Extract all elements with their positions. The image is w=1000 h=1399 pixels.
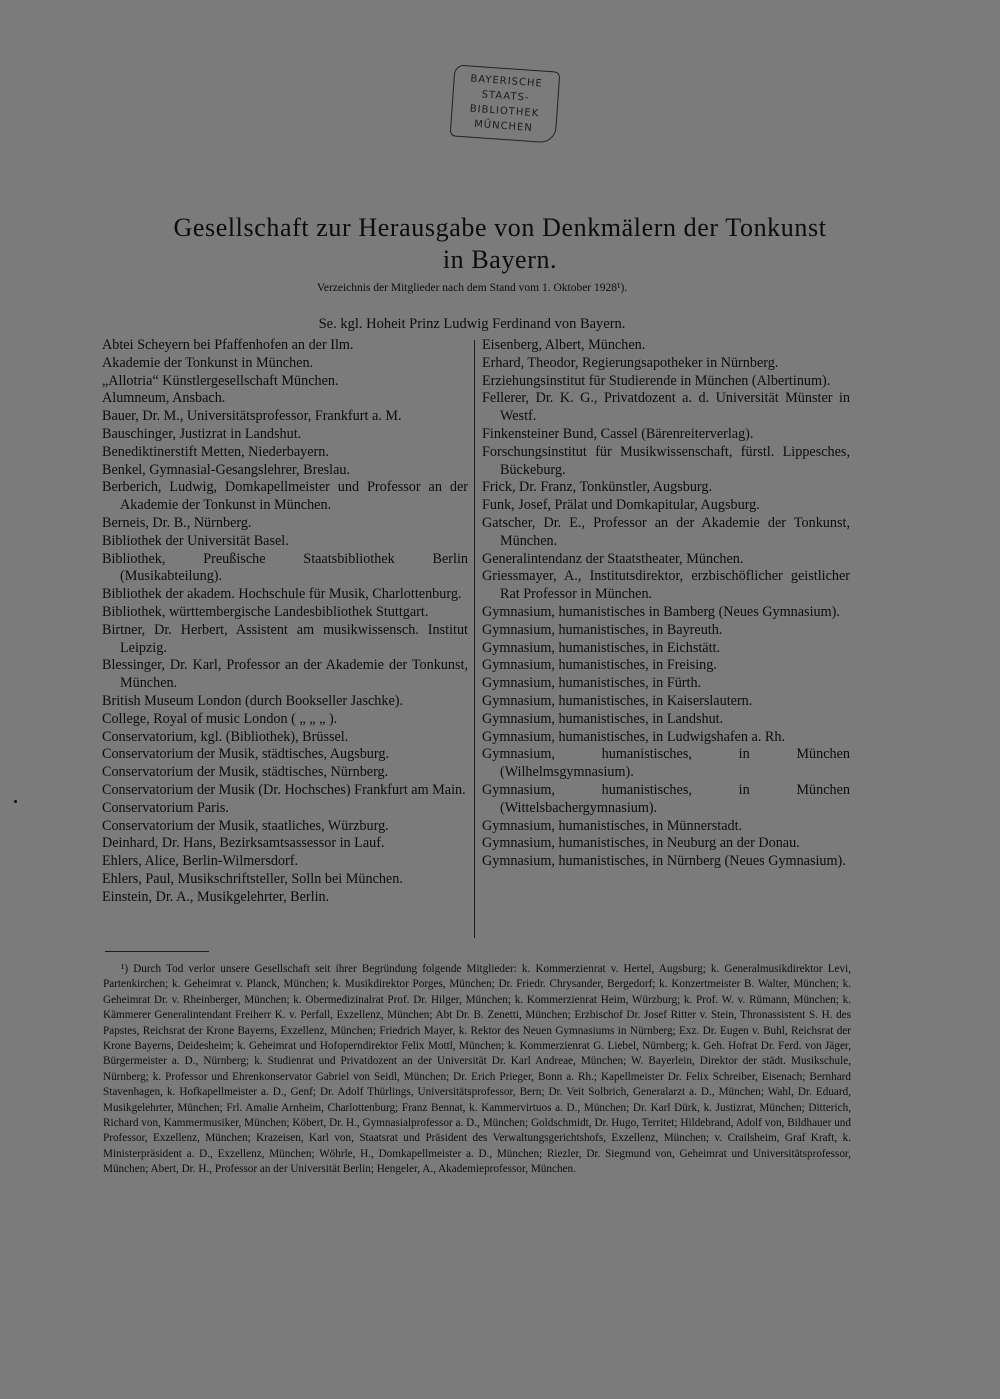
member-entry: Gymnasium, humanistisches, in Fürth. bbox=[482, 675, 702, 692]
title-line-2: in Bayern. bbox=[442, 245, 558, 274]
member-entry: Bibliothek der akadem. Hochschule für Musik, Charlottenburg. bbox=[102, 586, 462, 603]
member-entry: Blessinger, Dr. Karl, Professor an der Akademie der Tonkunst, München. bbox=[102, 657, 468, 692]
member-entry: Ehlers, Paul, Musikschriftsteller, Solln bei München. bbox=[102, 870, 403, 887]
member-entry: Gatscher, Dr. E., Professor an der Akademie der Tonkunst, München. bbox=[482, 514, 850, 549]
stamp-line: MÜNCHEN bbox=[473, 118, 534, 134]
member-entry: Bibliothek der Universität Basel. bbox=[102, 532, 289, 549]
library-stamp bbox=[450, 64, 561, 143]
member-entry: Erziehungsinstitut für Studierende in München (Albertinum). bbox=[482, 372, 831, 389]
member-entry: Conservatorium, kgl. (Bibliothek), Brüssel. bbox=[102, 728, 349, 745]
member-entry: College, Royal of music London ( „ „ „ ). bbox=[102, 710, 338, 727]
member-entry: Deinhard, Dr. Hans, Bezirksamtsassessor in Lauf. bbox=[102, 835, 385, 852]
member-entry: Eisenberg, Albert, München. bbox=[482, 337, 646, 353]
page-subtitle: Verzeichnis der Mitglieder nach dem Stand vom 1. Oktober 1928¹). bbox=[316, 282, 628, 294]
member-entry: Conservatorium Paris. bbox=[102, 799, 229, 816]
stamp-line: BIBLIOTHEK bbox=[469, 103, 540, 120]
member-entry: Einstein, Dr. A., Musikgelehrter, Berlin. bbox=[102, 888, 330, 905]
member-entry: Bibliothek, Preußische Staatsbibliothek Berlin (Musikabteilung). bbox=[102, 550, 468, 585]
member-entry: Generalintendanz der Staatstheater, München. bbox=[482, 550, 744, 567]
member-entry: Frick, Dr. Franz, Tonkünstler, Augsburg. bbox=[482, 479, 713, 496]
member-entry: Gymnasium, humanistisches, in Münnerstadt. bbox=[482, 817, 743, 834]
column-divider bbox=[474, 340, 475, 938]
member-entry: Gymnasium, humanistisches, in Ludwigshafen a. Rh. bbox=[482, 728, 786, 745]
member-entry: Ehlers, Alice, Berlin-Wilmersdorf. bbox=[102, 853, 299, 870]
footnote-rule bbox=[105, 951, 209, 952]
member-entry: Benkel, Gymnasial-Gesangslehrer, Breslau. bbox=[102, 461, 351, 478]
member-entry: Berberich, Ludwig, Domkapellmeister und Professor an der Akademie der Tonkunst in München. bbox=[102, 479, 468, 514]
member-list-left bbox=[102, 337, 468, 907]
stamp-line: BAYERISCHE bbox=[470, 73, 544, 90]
member-entry: Gymnasium, humanistisches in Bamberg (Neues Gymnasium). bbox=[482, 603, 840, 620]
member-entry: Bauschinger, Justizrat in Landshut. bbox=[102, 425, 302, 442]
member-entry: Fellerer, Dr. K. G., Privatdozent a. d. Universität Münster in Westf. bbox=[482, 390, 850, 425]
footnote: ¹) Durch Tod verlor unsere Gesellschaft seit ihrer Begründung folgende Mitglieder: k. Kommerzienrat v. Hertel, Augsburg; k. Generalmusikdirektor Levi, Partenkirchen; k. Geheimrat v. Planck, München; k. Musikdirektor Porges, München; Dr. Friedr. Chrysander, Bergedorf; k. Konzertmeister B. Walter, München; k. Geheimrat Dr. v. Rheinberger, München; k. Obermedizinalrat Prof. Dr. Hilger, München; k. Kommerzienrat Heim, Würzburg; k. Prof. W. v. Rümann, München; k. Kämmerer Generalintendant Freiherr K. v. Perfall, Exzellenz, München; Abt Dr. B. Zenetti, München; Erzbischof Dr. Josef Ritter v. Stein, Thronassistent S. H. des Papstes, Reichsrat der Krone Bayerns, Exzellenz, München; Friedrich Mayer, k. Rektor des Neuen Gymnasiums in Nürnberg; Exz. Dr. Eugen v. Buhl, Reichsrat der Krone Bayerns, Deidesheim; k. Geheimrat und Hofoperndirektor Felix Mottl, München; k. Kommerzienrat G. Liebel, Nürnberg; k. Geh. Hofrat Dr. Ferd. von Jäger, Bürgermeister a. D., Nürnberg; k. Studienrat und Privatdozent an der Universität Dr. Karl Andreae, München; W. Bayerlein, Direktor der städt. Musikschule, Nürnberg; k. Professor und Ehrenkonservator Gabriel von Seidl, München; Dr. Erich Prieger, Bonn a. Rh.; Kapellmeister Dr. Felix Schreiber, Eisenach; Bernhard Stavenhagen, k. Hofkapellmeister a. D., Genf; Dr. Adolf Thürlings, Universitätsprofessor, Bern; Dr. Veit Solbrich, Generalarzt a. D., München; Wahl, Dr. Eduard, Musikgelehrter, München; Frl. Amalie Arnheim, Charlottenburg; Franz Bennat, k. Kammervirtuos a. D., München; Dr. Karl Dürk, k. Justizrat, München; Ditterich, Richard von, Kammermusiker, München; Köbert, Dr. H., Gymnasialprofessor a. D., München; Goldschmidt, Dr. Hugo, Territet; Hildebrand, Adolf von, Bildhauer und Professor, Exzellenz, München; Krazeisen, Karl von, Staatsrat und Präsident des Verwaltungsgerichtshofs, Exzellenz, München; v. Crailsheim, Graf Kraft, k. Ministerpräsident a. D., Exzellenz, München; Wöhrle, H., Domkapellmeister a. D., München; Riezler, Dr. Siegmund von, Geheimrat und Universitätsprofessor, München; Abert, Dr. H., Professor an der Universität Berlin; Hengeler, A., Akademieprofessor, München. bbox=[103, 963, 851, 1176]
member-entry: Abtei Scheyern bei Pfaffenhofen an der Ilm. bbox=[102, 337, 354, 353]
member-entry: Gymnasium, humanistisches, in München (Wittelsbachergymnasium). bbox=[482, 781, 850, 816]
member-entry: Bibliothek, württembergische Landesbibliothek Stuttgart. bbox=[102, 603, 429, 620]
member-entry: British Museum London (durch Bookseller Jaschke). bbox=[102, 692, 404, 709]
member-entry: Gymnasium, humanistisches, in Freising. bbox=[482, 657, 717, 674]
member-entry: Gymnasium, humanistisches, in München (Wilhelmsgymnasium). bbox=[482, 746, 850, 781]
member-entry: Gymnasium, humanistisches, in Bayreuth. bbox=[482, 621, 723, 638]
member-entry: „Allotria“ Künstlergesellschaft München. bbox=[102, 372, 339, 389]
member-entry: Funk, Josef, Prälat und Domkapitular, Augsburg. bbox=[482, 497, 760, 514]
member-entry: Forschungsinstitut für Musikwissenschaft, fürstl. Lippesches, Bückeburg. bbox=[482, 443, 850, 478]
member-entry: Conservatorium der Musik, staatliches, Würzburg. bbox=[102, 817, 389, 834]
member-entry: Griessmayer, A., Institutsdirektor, erzbischöflicher geistlicher Rat Professor in München. bbox=[482, 568, 850, 603]
page-title bbox=[0, 212, 1000, 276]
member-entry: Benediktinerstift Metten, Niederbayern. bbox=[102, 443, 329, 460]
member-entry: Gymnasium, humanistisches, in Nürnberg (Neues Gymnasium). bbox=[482, 853, 846, 870]
member-entry: Bauer, Dr. M., Universitätsprofessor, Frankfurt a. M. bbox=[102, 408, 402, 425]
member-list-right bbox=[482, 337, 850, 871]
title-line-1: Gesellschaft zur Herausgabe von Denkmälern der Tonkunst bbox=[173, 213, 827, 242]
patron-line: Se. kgl. Hoheit Prinz Ludwig Ferdinand von Bayern. bbox=[318, 316, 626, 332]
member-entry: Gymnasium, humanistisches, in Eichstätt. bbox=[482, 639, 721, 656]
scan-speck bbox=[14, 800, 17, 803]
member-entry: Conservatorium der Musik, städtisches, Augsburg. bbox=[102, 746, 390, 763]
stamp-line: STAATS- bbox=[481, 89, 530, 104]
member-entry: Finkensteiner Bund, Cassel (Bärenreiterverlag). bbox=[482, 425, 754, 442]
member-entry: Erhard, Theodor, Regierungsapotheker in Nürnberg. bbox=[482, 354, 779, 371]
member-entry: Gymnasium, humanistisches, in Landshut. bbox=[482, 710, 724, 727]
member-entry: Gymnasium, humanistisches, in Neuburg an der Donau. bbox=[482, 835, 800, 852]
member-entry: Berneis, Dr. B., Nürnberg. bbox=[102, 514, 252, 531]
member-entry: Conservatorium der Musik, städtisches, Nürnberg. bbox=[102, 764, 389, 781]
member-entry: Akademie der Tonkunst in München. bbox=[102, 354, 314, 371]
member-entry: Alumneum, Ansbach. bbox=[102, 390, 226, 407]
member-entry: Gymnasium, humanistisches, in Kaiserslautern. bbox=[482, 692, 753, 709]
member-entry: Conservatorium der Musik (Dr. Hochsches) Frankfurt am Main. bbox=[102, 781, 466, 798]
member-entry: Birtner, Dr. Herbert, Assistent am musikwissensch. Institut Leipzig. bbox=[102, 621, 468, 656]
